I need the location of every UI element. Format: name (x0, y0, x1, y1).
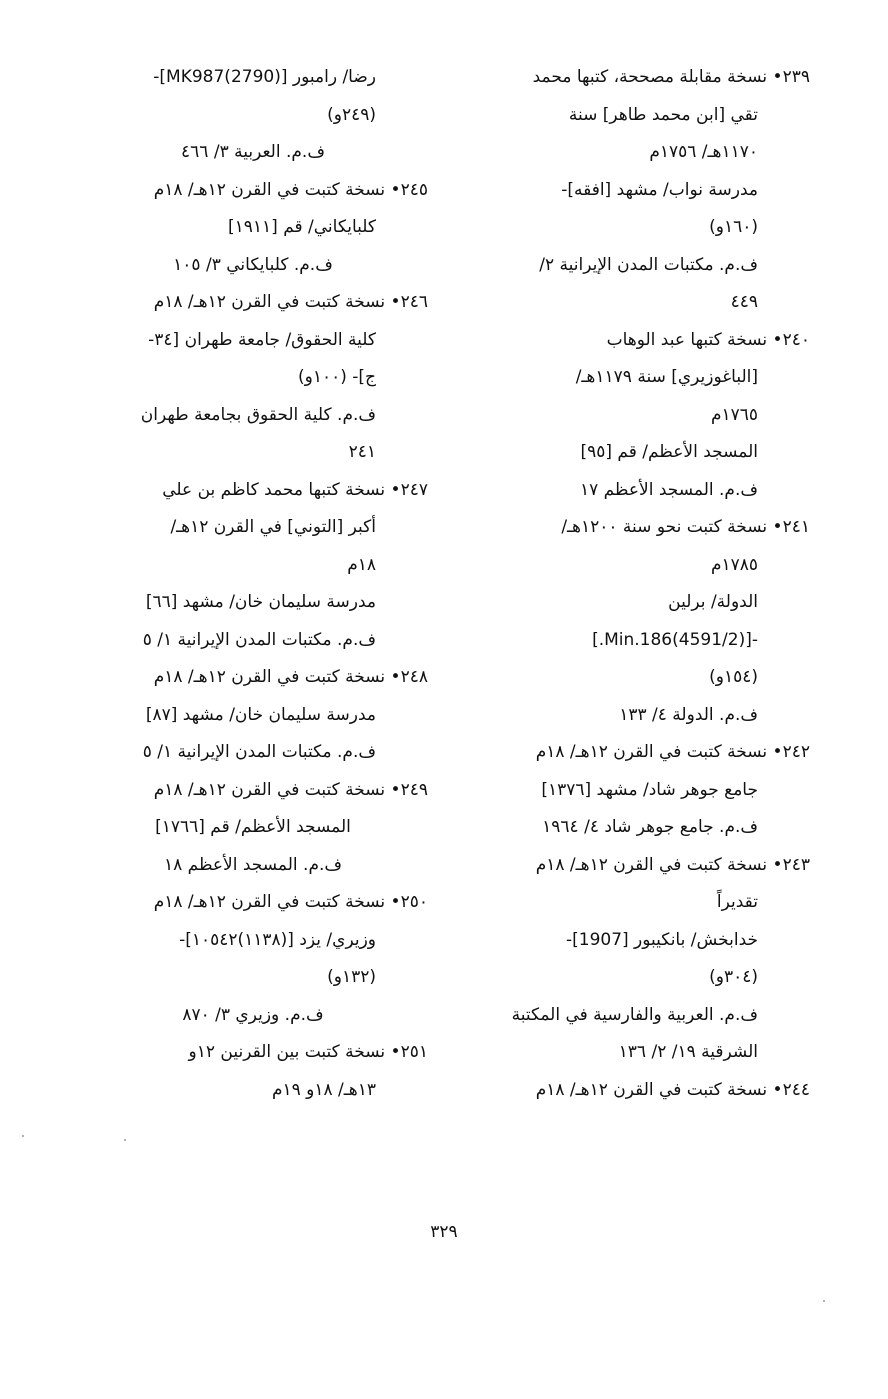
entry-continuation: ف.م. المسجد الأعظم ١٨ (163, 854, 343, 875)
entry-continuation: (١٥٤و) (709, 667, 758, 687)
entry-continuation: ف.م. الدولة ٤/ ١٣٣ (619, 704, 758, 725)
entry-line: ٢٤٢• نسخة كتبت في القرن ١٢هـ/ ١٨م (535, 742, 810, 762)
entry-continuation: ف.م. مكتبات المدن الإيرانية ١/ ٥ (142, 742, 376, 762)
entry-continuation: الدولة/ برلين (668, 592, 758, 612)
entry-continuation: (١٦٠و) (709, 217, 758, 237)
entry-continuation: كلبايكاني/ قم [١٩١١] (227, 217, 376, 237)
entry-continuation: كلية الحقوق/ جامعة طهران [٣٤- (148, 329, 376, 350)
entry-continuation: المسجد الأعظم/ قم [١٧٦٦] (155, 817, 351, 837)
entry-continuation: (٢٤٩و) (327, 104, 376, 125)
entry-continuation: ف.م. كلبايكاني ٣/ ١٠٥ (173, 254, 333, 275)
entry-line: ٢٤٨• نسخة كتبت في القرن ١٢هـ/ ١٨م (153, 667, 428, 687)
entry-continuation: الشرقية ١٩/ ٢/ ١٣٦ (618, 1042, 758, 1062)
entry-line: ٢٣٩• نسخة مقابلة مصححة، كتبها محمد (532, 67, 810, 87)
entry-continuation: ف.م. العربية ٣/ ٤٦٦ (181, 142, 325, 162)
entry-continuation: ١١٧٠هـ/ ١٧٥٦م (649, 142, 758, 162)
entry-line: ٢٤٧• نسخة كتبها محمد كاظم بن علي (162, 479, 428, 500)
entry-continuation: ١٨م (347, 554, 376, 575)
scan-speck (22, 1135, 24, 1137)
entry-continuation: [الباغوزيري] سنة ١١٧٩هـ/ (575, 367, 758, 387)
left-column (78, 59, 428, 1109)
entry-continuation: المسجد الأعظم/ قم [٩٥] (580, 442, 758, 462)
entry-continuation: رضا/ رامبور [MK987(2790)]- (153, 67, 376, 87)
entry-line: ٢٤٦• نسخة كتبت في القرن ١٢هـ/ ١٨م (153, 292, 428, 312)
entry-continuation: ف.م. المسجد الأعظم ١٧ (579, 479, 758, 500)
entry-continuation: ف.م. كلية الحقوق بجامعة طهران (140, 404, 376, 425)
entry-continuation: ١٧٦٥م (710, 404, 758, 425)
entry-line: ٢٥٠• نسخة كتبت في القرن ١٢هـ/ ١٨م (153, 892, 428, 912)
entry-continuation: ف.م. العربية والفارسية في المكتبة (511, 1004, 758, 1025)
entry-continuation: (١٣٢و) (327, 967, 376, 987)
entry-continuation: تقديراً (716, 892, 758, 912)
right-column (470, 59, 810, 1109)
entry-line: ٢٤١• نسخة كتبت نحو سنة ١٢٠٠هـ/ (561, 517, 810, 537)
entry-continuation: ف.م. مكتبات المدن الإيرانية ١/ ٥ (142, 629, 376, 650)
entry-line: ٢٤٥• نسخة كتبت في القرن ١٢هـ/ ١٨م (153, 179, 428, 200)
entry-line: ٢٤٣• نسخة كتبت في القرن ١٢هـ/ ١٨م (535, 854, 810, 875)
entry-line: ٢٤٤• نسخة كتبت في القرن ١٢هـ/ ١٨م (535, 1079, 810, 1100)
entry-continuation: وزيري/ يزد [(١١٣٨)١٠٥٤٢]- (179, 929, 376, 950)
entry-line: ٢٤٩• نسخة كتبت في القرن ١٢هـ/ ١٨م (153, 779, 428, 800)
entry-continuation: ١٣هـ/ ١٨و ١٩م (271, 1079, 376, 1100)
entry-continuation: ف.م. وزيري ٣/ ٨٧٠ (182, 1004, 324, 1025)
entry-continuation: أكبر [التوني] في القرن ١٢هـ/ (170, 517, 376, 537)
entry-continuation: -[(4591/2)Min.186.] (592, 629, 758, 650)
entry-line: ٢٤٠• نسخة كتبها عبد الوهاب (606, 329, 810, 350)
entry-continuation: ٤٤٩ (730, 292, 758, 312)
scan-speck (823, 1300, 825, 1302)
page-number: ٣٢٩ (430, 1222, 458, 1242)
entry-continuation: جامع جوهر شاد/ مشهد [١٣٧٦] (541, 779, 758, 800)
entry-continuation: ف.م. مكتبات المدن الإيرانية ٢/ (539, 254, 758, 275)
entry-line: ٢٥١• نسخة كتبت بين القرنين ١٢و (188, 1042, 428, 1062)
entry-continuation: مدرسة سليمان خان/ مشهد [٨٧] (145, 704, 376, 725)
entry-continuation: ف.م. جامع جوهر شاد ٤/ ١٩٦٤ (542, 817, 758, 837)
entry-continuation: مدرسة نواب/ مشهد [افقه]- (561, 179, 758, 200)
entry-continuation: (٣٠٤و) (709, 967, 758, 987)
scan-speck (124, 1139, 126, 1141)
entry-continuation: ١٧٨٥م (710, 554, 758, 575)
entry-continuation: خدابخش/ بانكيبور [1907]- (565, 929, 758, 950)
entry-continuation: مدرسة سليمان خان/ مشهد [٦٦] (145, 592, 376, 612)
entry-continuation: ٢٤١ (348, 442, 376, 462)
entry-continuation: ج]- (١٠٠و) (297, 367, 376, 387)
entry-continuation: تقي [ابن محمد طاهر] سنة (568, 104, 758, 125)
